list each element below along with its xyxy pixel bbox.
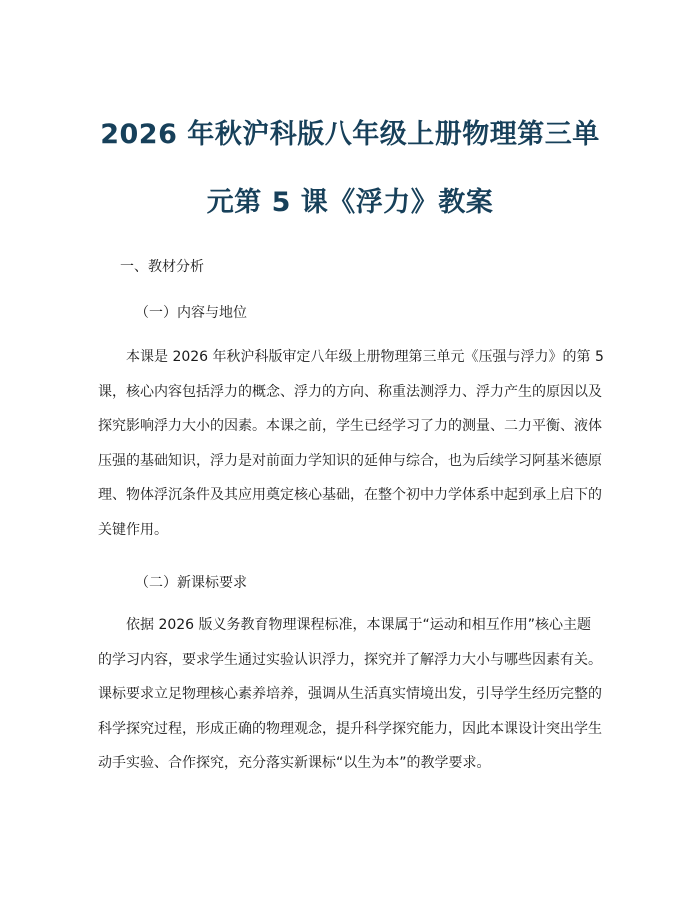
paragraph-line: 理、物体浮沉条件及其应用奠定核心基础，在整个初中力学体系中起到承上启下的 (98, 487, 602, 503)
paragraph-line: 课标要求立足物理核心素养培养，强调从生活真实情境出发，引导学生经历完整的 (98, 686, 602, 702)
paragraph-line: 科学探究过程，形成正确的物理观念，提升科学探究能力，因此本课设计突出学生 (98, 720, 602, 737)
paragraph-line: 探究影响浮力大小的因素。本课之前，学生已经学习了力的测量、二力平衡、液体 (98, 418, 602, 434)
paragraph-line: 课，核心内容包括浮力的概念、浮力的方向、称重法测浮力、浮力产生的原因以及 (98, 383, 602, 400)
paragraph-line: 关键作用。 (98, 521, 168, 538)
section-heading-teaching-material-analysis: 一、教材分析 (120, 259, 204, 275)
document-title-line-2: 元第 5 课《浮力》教案 (206, 187, 494, 218)
paragraph-line: 的学习内容，要求学生通过实验认识浮力，探究并了解浮力大小与哪些因素有关。 (98, 651, 602, 668)
subsection-heading-content-and-position: （一）内容与地位 (135, 305, 247, 321)
paragraph-content-and-position (98, 340, 618, 547)
paragraph-line: 依据 2026 版义务教育物理课程标准，本课属于“运动和相互作用”核心主题 (126, 617, 592, 633)
paragraph-curriculum-standard (98, 608, 618, 781)
paragraph-line: 本课是 2026 年秋沪科版审定八年级上册物理第三单元《压强与浮力》的第 5 (126, 349, 604, 365)
document-title-line-1: 2026 年秋沪科版八年级上册物理第三单 (100, 119, 600, 150)
paragraph-line: 压强的基础知识，浮力是对前面力学知识的延伸与综合，也为后续学习阿基米德原 (98, 452, 602, 469)
paragraph-line: 动手实验、合作探究，充分落实新课标“以生为本”的教学要求。 (98, 755, 491, 771)
subsection-heading-curriculum-standard: （二）新课标要求 (135, 575, 247, 591)
